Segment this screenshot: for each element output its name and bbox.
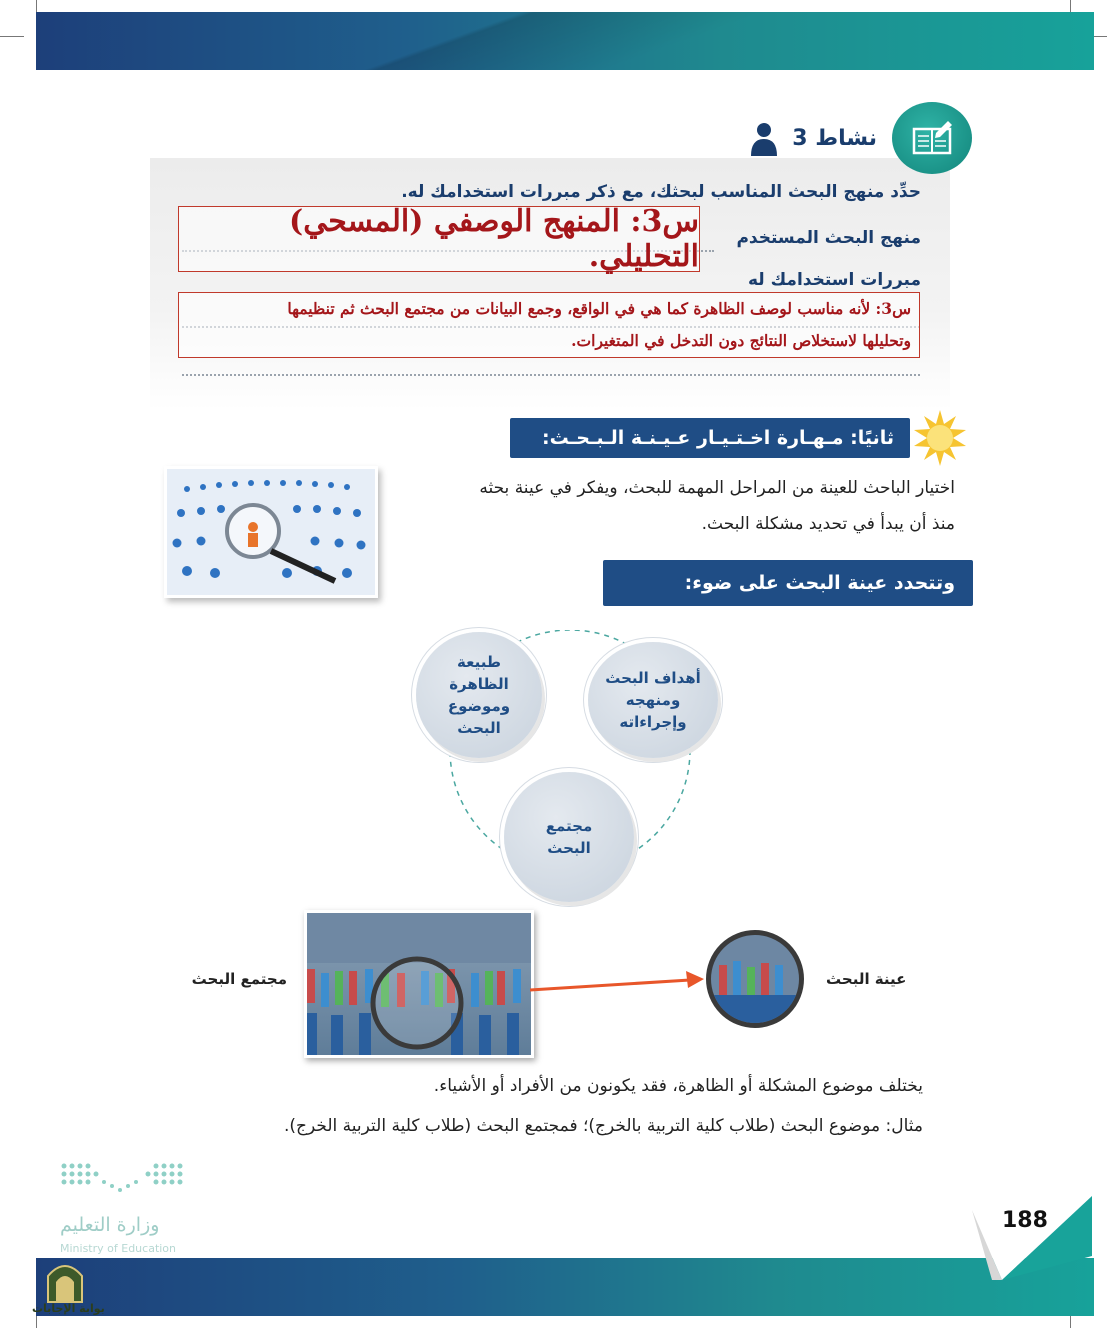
arrow-icon xyxy=(530,968,710,998)
method-answer: س3: المنهج الوصفي (المسحي) التحليلي. xyxy=(178,206,700,272)
sample-image xyxy=(706,930,804,1028)
ministry-name-en: Ministry of Education xyxy=(60,1242,177,1255)
ministry-name-ar: وزارة التعليم xyxy=(60,1214,160,1236)
justification-label: مبررات استخدامك له xyxy=(747,270,921,290)
ministry-logo-icon xyxy=(58,1160,190,1202)
sampling-illustration xyxy=(164,466,378,598)
crowd-image xyxy=(304,910,534,1058)
note-line: يختلف موضوع المشكلة أو الظاهرة، فقد يكونون من الأفراد أو الأشياء. xyxy=(433,1076,923,1096)
page-number: 188 xyxy=(1002,1208,1048,1233)
top-banner xyxy=(36,12,1094,70)
answer-line xyxy=(182,374,920,376)
circle-population xyxy=(504,772,634,902)
note-line: مثال: موضوع البحث (طلاب كلية التربية بالخرج)؛ فمجتمع البحث (طلاب كلية التربية الخرج). xyxy=(284,1116,923,1136)
notebook-pen-icon xyxy=(910,119,954,157)
sample-label: عينة البحث xyxy=(826,970,907,988)
circle-label: طبيعة الظاهرة وموضوع البحث xyxy=(447,653,511,737)
subheader: وتتحدد عينة البحث على ضوء: xyxy=(603,560,973,606)
activity-instruction: حدِّد منهج البحث المناسب لبحثك، مع ذكر مبررات استخدامك له. xyxy=(401,182,921,202)
justification-line: س3: لأنه مناسب لوصف الظاهرة كما هي في الواقع، وجمع البيانات من مجتمع البحث ثم تنظيمها xyxy=(287,299,911,318)
activity-badge xyxy=(892,102,972,174)
crowd-icon xyxy=(304,913,531,1058)
method-label: منهج البحث المستخدم xyxy=(736,228,921,248)
bottom-banner xyxy=(36,1258,1094,1316)
justification-line: وتحليلها لاستخلاص النتائج دون التدخل في المتغيرات. xyxy=(571,331,911,350)
circle-label: مجتمع البحث xyxy=(545,817,593,857)
population-label: مجتمع البحث xyxy=(191,970,287,988)
paragraph-line: اختيار الباحث للعينة من المراحل المهمة للبحث، ويفكر في عينة بحثه xyxy=(479,478,955,498)
circle-label: أهداف البحث ومنهجه وإجراءاته xyxy=(605,669,701,731)
activity-title: نشاط 3 xyxy=(792,126,877,151)
watermark-text: بوابة الإجابات xyxy=(32,1302,105,1315)
sample-crowd-icon xyxy=(711,935,799,1023)
watermark-logo-icon xyxy=(44,1256,86,1304)
circle-goals xyxy=(588,642,718,758)
section-title: ثانيًا: مـهـارة اخـتـيـار عـيـنـة الـبـحـث: xyxy=(510,418,910,458)
people-crowd-icon xyxy=(167,469,375,595)
section-paragraph xyxy=(375,470,955,542)
sun-icon xyxy=(912,410,968,466)
paragraph-line: منذ أن يبدأ في تحديد مشكلة البحث. xyxy=(701,514,955,534)
circle-nature xyxy=(416,632,542,758)
person-icon xyxy=(750,122,778,156)
justification-answer xyxy=(178,292,920,358)
